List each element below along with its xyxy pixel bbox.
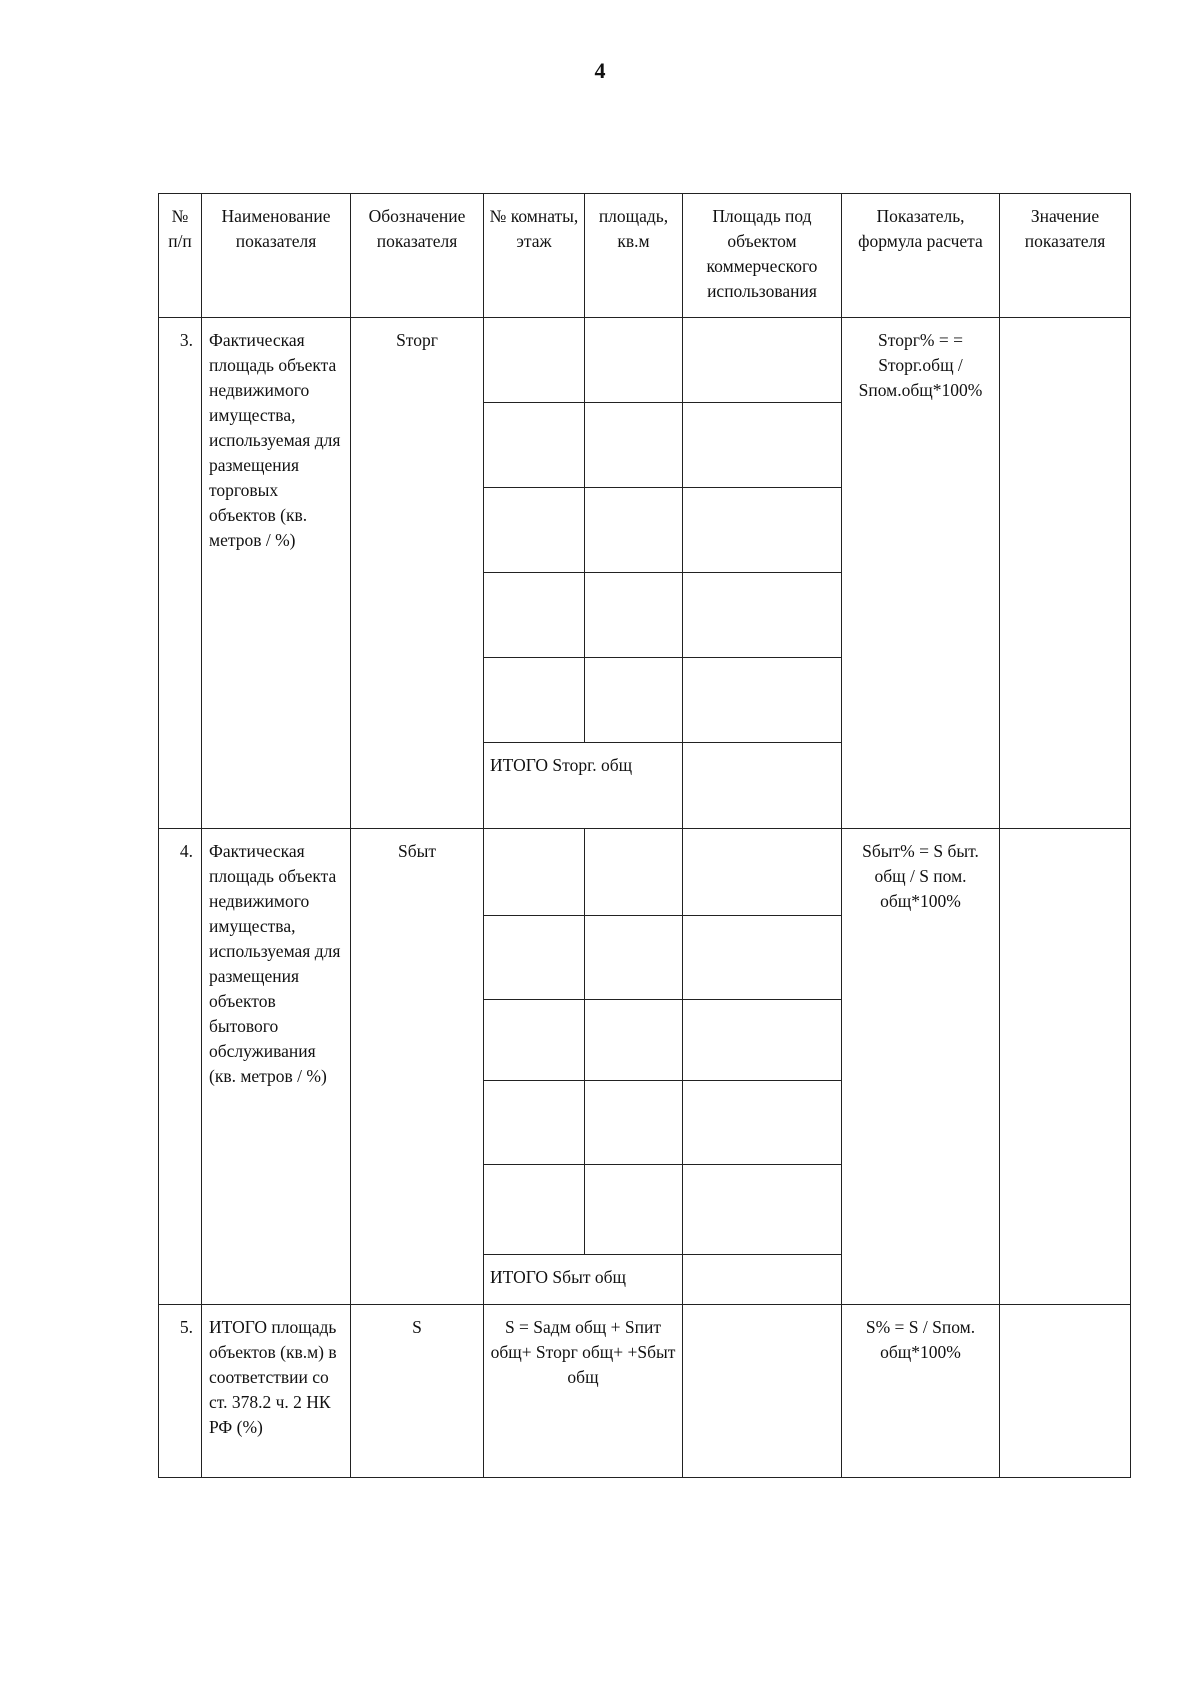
room-cell bbox=[484, 829, 585, 916]
header-area: площадь, кв.м bbox=[585, 194, 683, 318]
room-cell bbox=[484, 658, 585, 743]
header-room: № комнаты, этаж bbox=[484, 194, 585, 318]
row-formula: S% = S / Sпом. общ*100% bbox=[842, 1305, 1000, 1478]
commercial-cell bbox=[683, 1000, 842, 1081]
row-code: Sторг bbox=[351, 318, 484, 829]
commercial-cell bbox=[683, 1305, 842, 1478]
commercial-cell bbox=[683, 403, 842, 488]
area-cell bbox=[585, 488, 683, 573]
commercial-cell bbox=[683, 1165, 842, 1255]
area-cell bbox=[585, 318, 683, 403]
commercial-cell bbox=[683, 318, 842, 403]
area-cell bbox=[585, 1165, 683, 1255]
area-cell bbox=[585, 1081, 683, 1165]
commercial-cell bbox=[683, 573, 842, 658]
table-row bbox=[159, 1305, 1131, 1478]
value-cell bbox=[1000, 1305, 1131, 1478]
commercial-cell bbox=[683, 1255, 842, 1305]
row-name: Фактическая площадь объекта недвижимого имущества, используемая для размещения объектов бытового обслуживания (кв. метров / %) bbox=[202, 829, 351, 1305]
value-cell bbox=[1000, 318, 1131, 829]
row-num: 4. bbox=[159, 829, 202, 1305]
indicators-table bbox=[158, 193, 1131, 1478]
commercial-cell bbox=[683, 1081, 842, 1165]
room-cell bbox=[484, 318, 585, 403]
header-code: Обозначение показателя bbox=[351, 194, 484, 318]
sum-formula: S = Sадм общ + Sпит общ+ Sторг общ+ +Sбыт общ bbox=[484, 1305, 683, 1478]
table-header-row bbox=[159, 194, 1131, 318]
commercial-cell bbox=[683, 743, 842, 829]
room-cell bbox=[484, 403, 585, 488]
value-cell bbox=[1000, 829, 1131, 1305]
row-name: ИТОГО площадь объектов (кв.м) в соответствии со ст. 378.2 ч. 2 НК РФ (%) bbox=[202, 1305, 351, 1478]
area-cell bbox=[585, 829, 683, 916]
area-cell bbox=[585, 658, 683, 743]
page-number: 4 bbox=[594, 58, 606, 83]
room-cell bbox=[484, 1081, 585, 1165]
commercial-cell bbox=[683, 829, 842, 916]
row-name: Фактическая площадь объекта недвижимого имущества, используемая для размещения торговых объектов (кв. метров / %) bbox=[202, 318, 351, 829]
header-name: Наименование показателя bbox=[202, 194, 351, 318]
header-num: № п/п bbox=[159, 194, 202, 318]
row-num: 3. bbox=[159, 318, 202, 829]
room-cell bbox=[484, 916, 585, 1000]
room-cell bbox=[484, 1000, 585, 1081]
row-formula: Sторг% = = Sторг.общ / Sпом.общ*100% bbox=[842, 318, 1000, 829]
row-formula: Sбыт% = S быт. общ / S пом. общ*100% bbox=[842, 829, 1000, 1305]
table-row bbox=[159, 318, 1131, 403]
area-cell bbox=[585, 403, 683, 488]
header-commercial: Площадь под объектом коммерческого использования bbox=[683, 194, 842, 318]
row-code: Sбыт bbox=[351, 829, 484, 1305]
area-cell bbox=[585, 1000, 683, 1081]
room-cell bbox=[484, 573, 585, 658]
header-value: Значение показателя bbox=[1000, 194, 1131, 318]
table-row bbox=[159, 829, 1131, 916]
room-cell bbox=[484, 488, 585, 573]
commercial-cell bbox=[683, 658, 842, 743]
total-label: ИТОГО Sбыт общ bbox=[484, 1255, 683, 1305]
total-label: ИТОГО Sторг. общ bbox=[484, 743, 683, 829]
header-formula: Показатель, формула расчета bbox=[842, 194, 1000, 318]
row-code: S bbox=[351, 1305, 484, 1478]
commercial-cell bbox=[683, 488, 842, 573]
area-cell bbox=[585, 573, 683, 658]
area-cell bbox=[585, 916, 683, 1000]
room-cell bbox=[484, 1165, 585, 1255]
commercial-cell bbox=[683, 916, 842, 1000]
row-num: 5. bbox=[159, 1305, 202, 1478]
